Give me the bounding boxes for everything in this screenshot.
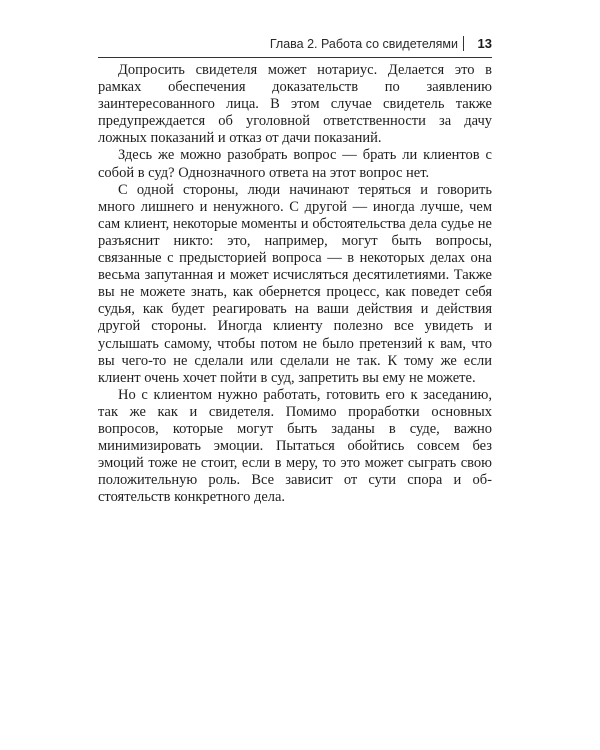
- body-text: [98, 62, 492, 506]
- paragraph: Здесь же можно разобрать вопрос — брать ли клиентов с собой в суд? Однозначного ответа на этот вопрос нет.: [98, 147, 492, 181]
- page-number: 13: [477, 36, 492, 51]
- header-separator: [463, 36, 464, 51]
- chapter-title: Глава 2. Работа со свидетелями: [269, 37, 458, 51]
- paragraph: Но с клиентом нужно работать, готовить его к заседанию, так же как и свидетеля. Помимо проработки основных вопросов, которые могут быть заданы в суде, важно минимизировать эмоции. Пытаться обойтись совсем без эмоций тоже не стоит, если в меру, то это может сыграть свою положительную роль. Все зависит от сути спора и обстоятельств конкретного дела.: [98, 386, 492, 506]
- paragraph: С одной стороны, люди начинают теряться и говорить много лишнего и ненужного. С другой — иногда лучше, чем сам клиент, некоторые моменты и обстоятельства дела судье не разъяснит никто: это, например, могут быть вопросы, связанные с предысторией вопроса — в некоторых делах она весьма запутанная и может исчисляться десятилетиями. Также вы не можете знать, как обернется процесс, как поведет себя судья, как будет реагировать на ваши действия и действия другой стороны. Иногда клиенту полезно все увидеть и услышать самому, чтобы потом не было претензий к вам, что вы чего-то не сделали или сделали не так. К тому же если клиент очень хочет пойти в суд, запретить вы ему не можете.: [98, 181, 492, 386]
- paragraph: Допросить свидетеля может нотариус. Делается это в рамках обеспечения доказательств по заявлению заинтересованного лица. В этом случае свидетель также предупреждается об уголовной ответственности за дачу ложных показаний и отказ от дачи показаний.: [98, 62, 492, 147]
- running-header: [98, 34, 492, 54]
- header-rule: [98, 57, 492, 58]
